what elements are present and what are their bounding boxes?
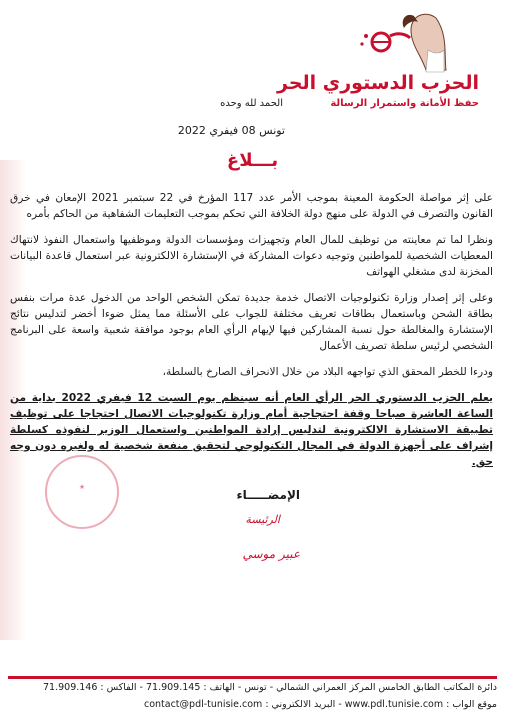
footer-address: دائرة المكاتب الطابق الخامس المركز العمراني الشمالي - تونس - الهاتف : 71.909.145 - الفاكس : 71.909.146 <box>43 682 497 693</box>
signatory-role: الرئيسة <box>245 513 280 526</box>
official-stamp-icon <box>45 455 119 529</box>
document-date: تونس 08 فيفري 2022 <box>177 124 285 137</box>
footer-divider <box>8 676 497 679</box>
paragraph: على إثر مواصلة الحكومة المعينة بموجب الأمر عدد 117 المؤرخ في 22 سبتمبر 2021 الإمعان في خرق القانون والتصرف في الدولة على منهج دولة الخلافة التي تحكم بموجب التعليمات الشفاهية من الحاكم بأمره <box>10 192 494 220</box>
document-body <box>10 190 493 480</box>
signature-label: الإمضـــــاء <box>236 488 300 502</box>
footer-web: موقع الواب : www.pdl.tunisie.com - البريد الالكتروني : contact@pdl-tunisie.com <box>143 699 497 710</box>
announcement-paragraph: يعلم الحزب الدستوري الحر الرأي العام أنه سينظم يوم السبت 12 فيفري 2022 بداية من الساعة العاشرة صباحا وقفة احتجاجية أمام وزارة تكنولوجيات الاتصال احتجاجا على توظيف تطبيقة الاستشارة الالكترونية لتدليس إرادة المواطنين واستعمال الوزير لنفوذه كسلطة إشراف على أجهزة الدولة في المجال التكنولوجي لتحقيق منفعة شخصية له ولغيره دون وجه حق. <box>10 392 493 468</box>
party-name: الحزب الدستوري الحر <box>277 72 479 94</box>
signatory-name: عبير موسي <box>242 547 300 561</box>
party-logo <box>277 10 491 120</box>
paragraph: ودرءا للخطر المحقق الذي تواجهه البلاد من خلال الانحراف الصارخ بالسلطة، <box>162 366 493 378</box>
hamd-line: الحمد لله وحده <box>220 98 283 109</box>
paragraph: وعلى إثر إصدار وزارة تكنولوجيات الاتصال خدمة جديدة تمكن الشخص الواحد من الدخول عدة مرات بنفس بطاقة الشحن وباستعمال بطاقات تعريف مختلفة للجواب على الأسئلة مما يمثل ضوءا أخضر لتدليس نتائج الإستشارة والمغالطة حول نسبة المشاركين فيها لإيهام الرأي العام بوجود موافقة شعبية واسعة على البرنامج الشخصي لرئيس سلطة تصريف الأعمال <box>10 292 493 352</box>
stamp-mark: ★ <box>78 483 86 491</box>
paragraph: ونظرا لما تم معاينته من توظيف للمال العام وتجهيزات ومؤسسات الدولة وموظفيها واستعمال النفوذ لانتهاك المعطيات الشخصية للمواطنين وتوجيه دعوات المشاركة في الإستشارة الالكترونية عبر استعمال قاعدة البيانات المخزنة لدى مشغلي الهواتف <box>10 234 493 278</box>
logo-illustration-icon <box>356 10 451 80</box>
party-slogan: حفظ الأمانة واستمرار الرسالة <box>330 98 479 109</box>
document-title: بـــلاغ <box>226 150 279 171</box>
